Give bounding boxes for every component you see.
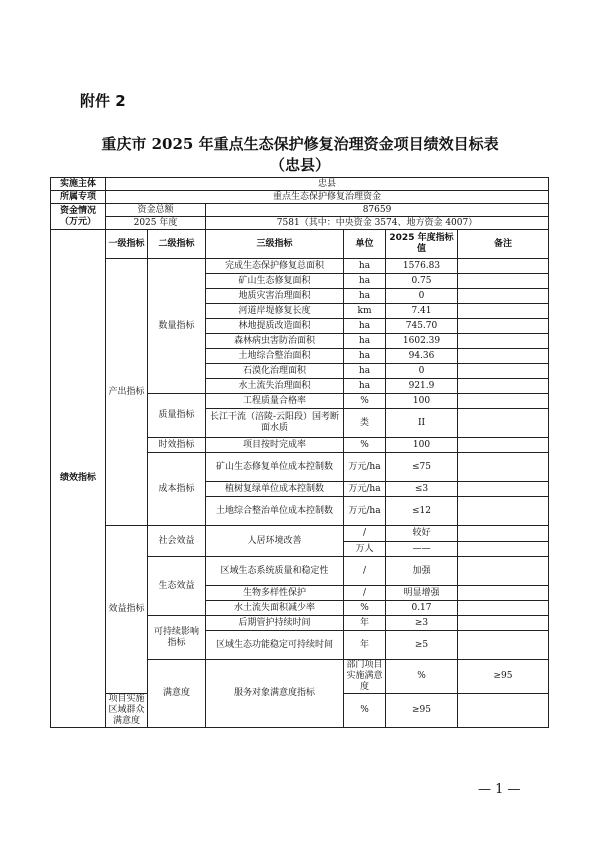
indicator-note — [458, 394, 549, 409]
indicator-name: 矿山生态修复面积 — [206, 274, 344, 289]
indicator-value: 94.36 — [386, 349, 458, 364]
subgroup-service: 服务对象满意度指标 — [206, 660, 344, 728]
indicator-unit: 万人 — [344, 542, 386, 557]
indicator-name: 土地综合整治面积 — [206, 349, 344, 364]
indicator-name: 生物多样性保护 — [206, 586, 344, 601]
subgroup-ecological: 生态效益 — [148, 557, 206, 616]
indicator-unit: ha — [344, 259, 386, 274]
performance-target-table — [50, 177, 549, 728]
document-title — [60, 134, 540, 176]
indicator-note — [458, 438, 549, 453]
indicator-name: 地质灾害治理面积 — [206, 289, 344, 304]
indicator-unit: 年 — [344, 631, 386, 660]
indicator-unit: % — [344, 438, 386, 453]
year-label: 2025 年度 — [106, 217, 206, 230]
header-unit: 单位 — [344, 230, 386, 259]
indicator-note — [458, 542, 549, 557]
indicator-note — [458, 557, 549, 586]
indicator-note — [458, 482, 549, 497]
indicator-unit: 类 — [344, 409, 386, 438]
indicator-name: 河道岸堤修复长度 — [206, 304, 344, 319]
indicator-note — [458, 631, 549, 660]
subgroup-timeliness: 时效指标 — [148, 438, 206, 453]
header-col1: 一级指标 — [106, 230, 148, 259]
indicator-name: 后期管护持续时间 — [206, 616, 344, 631]
indicator-value: ≤3 — [386, 482, 458, 497]
indicator-value: 100 — [386, 394, 458, 409]
indicator-value: ≥95 — [458, 660, 549, 694]
subgroup-sustainable: 可持续影响指标 — [148, 616, 206, 660]
indicator-unit: % — [344, 694, 386, 728]
indicator-unit: / — [344, 557, 386, 586]
impl-row — [51, 178, 549, 191]
project-value: 重点生态保护修复治理资金 — [106, 191, 549, 204]
subgroup-social: 社会效益 — [148, 526, 206, 557]
group-satisfaction: 满意度 — [148, 660, 206, 728]
table-row — [51, 259, 549, 274]
indicator-value: ≤12 — [386, 497, 458, 526]
indicator-value: 0.75 — [386, 274, 458, 289]
header-row — [51, 230, 549, 259]
indicator-value: —— — [386, 542, 458, 557]
indicator-name: 水土流失面积减少率 — [206, 601, 344, 616]
indicator-note — [458, 379, 549, 394]
subgroup-quality: 质量指标 — [148, 394, 206, 438]
annex-label: 附件 2 — [80, 92, 126, 110]
subgroup-cost: 成本指标 — [148, 453, 206, 526]
indicator-note — [458, 409, 549, 438]
indicator-value: 较好 — [386, 526, 458, 542]
indicator-name: 项目实施区域群众满意度 — [106, 694, 148, 728]
indicator-value: ≤75 — [386, 453, 458, 482]
indicator-unit: ha — [344, 289, 386, 304]
indicator-value: 745.70 — [386, 319, 458, 334]
fund-label: 资金情况（万元） — [51, 204, 106, 230]
indicator-name: 区域生态功能稳定可持续时间 — [206, 631, 344, 660]
indicator-note — [458, 364, 549, 379]
total-label: 资金总额 — [106, 204, 206, 217]
indicator-note — [458, 497, 549, 526]
indicator-unit: 万元/ha — [344, 482, 386, 497]
indicator-unit: 年 — [344, 616, 386, 631]
indicator-note — [458, 334, 549, 349]
indicator-unit: % — [386, 660, 458, 694]
indicator-unit: km — [344, 304, 386, 319]
indicator-value: 加强 — [386, 557, 458, 586]
indicator-name: 水土流失治理面积 — [206, 379, 344, 394]
indicator-note — [458, 526, 549, 542]
indicator-note — [458, 694, 549, 728]
indicator-unit: ha — [344, 364, 386, 379]
indicator-note — [458, 319, 549, 334]
indicator-unit: ha — [344, 379, 386, 394]
indicator-name: 完成生态保护修复总面积 — [206, 259, 344, 274]
indicator-value: 明显增强 — [386, 586, 458, 601]
indicator-name: 区域生态系统质量和稳定性 — [206, 557, 344, 586]
indicator-unit: ha — [344, 334, 386, 349]
indicator-value: 921.9 — [386, 379, 458, 394]
indicator-unit: ha — [344, 274, 386, 289]
indicator-unit: / — [344, 586, 386, 601]
indicator-note — [458, 586, 549, 601]
indicator-name: 森林病虫害防治面积 — [206, 334, 344, 349]
indicator-name: 植树复绿单位成本控制数 — [206, 482, 344, 497]
header-col3: 三级指标 — [206, 230, 344, 259]
title-line-2: （忠县） — [269, 156, 330, 174]
project-label: 所属专项 — [51, 191, 106, 204]
impl-label: 实施主体 — [51, 178, 106, 191]
indicator-unit: % — [344, 394, 386, 409]
indicator-value: 7.41 — [386, 304, 458, 319]
indicator-name: 石漠化治理面积 — [206, 364, 344, 379]
group-output: 产出指标 — [106, 259, 148, 526]
header-col2: 二级指标 — [148, 230, 206, 259]
indicator-unit: % — [344, 601, 386, 616]
indicator-name: 项目按时完成率 — [206, 438, 344, 453]
indicator-note — [458, 289, 549, 304]
perf-label: 绩效指标 — [51, 230, 106, 728]
indicator-name: 部门项目实施满意度 — [344, 660, 386, 694]
indicator-value: 1602.39 — [386, 334, 458, 349]
indicator-value: ≥3 — [386, 616, 458, 631]
page-number: — 1 — — [478, 782, 521, 797]
header-note: 备注 — [458, 230, 549, 259]
indicator-name: 长江干流（涪陵-云阳段）国考断面水质 — [206, 409, 344, 438]
indicator-unit: / — [344, 526, 386, 542]
indicator-note — [458, 274, 549, 289]
indicator-value: ≥95 — [386, 694, 458, 728]
impl-value: 忠县 — [106, 178, 549, 191]
indicator-value: 1576.83 — [386, 259, 458, 274]
indicator-note — [458, 304, 549, 319]
table-row — [51, 526, 549, 542]
header-target: 2025 年度指标值 — [386, 230, 458, 259]
indicator-name: 人居环境改善 — [206, 526, 344, 557]
indicator-value: 100 — [386, 438, 458, 453]
year-value: 7581（其中：中央资金 3574、地方资金 4007） — [206, 217, 549, 230]
title-line-1: 重庆市 2025 年重点生态保护修复治理资金项目绩效目标表 — [101, 135, 499, 153]
indicator-name: 工程质量合格率 — [206, 394, 344, 409]
indicator-value: 0.17 — [386, 601, 458, 616]
indicator-value: 0 — [386, 289, 458, 304]
indicator-name: 矿山生态修复单位成本控制数 — [206, 453, 344, 482]
indicator-note — [458, 259, 549, 274]
indicator-unit: 万元/ha — [344, 453, 386, 482]
indicator-name: 土地综合整治单位成本控制数 — [206, 497, 344, 526]
total-value: 87659 — [206, 204, 549, 217]
indicator-unit: ha — [344, 349, 386, 364]
indicator-value: II — [386, 409, 458, 438]
indicator-note — [458, 601, 549, 616]
group-benefit: 效益指标 — [106, 526, 148, 694]
fund-year-row — [51, 217, 549, 230]
project-row — [51, 191, 549, 204]
indicator-note — [458, 349, 549, 364]
indicator-name: 林地提质改造面积 — [206, 319, 344, 334]
indicator-value: 0 — [386, 364, 458, 379]
subgroup-quantity: 数量指标 — [148, 259, 206, 394]
indicator-unit: 万元/ha — [344, 497, 386, 526]
indicator-value: ≥5 — [386, 631, 458, 660]
indicator-note — [458, 616, 549, 631]
fund-total-row — [51, 204, 549, 217]
indicator-note — [458, 453, 549, 482]
indicator-unit: ha — [344, 319, 386, 334]
